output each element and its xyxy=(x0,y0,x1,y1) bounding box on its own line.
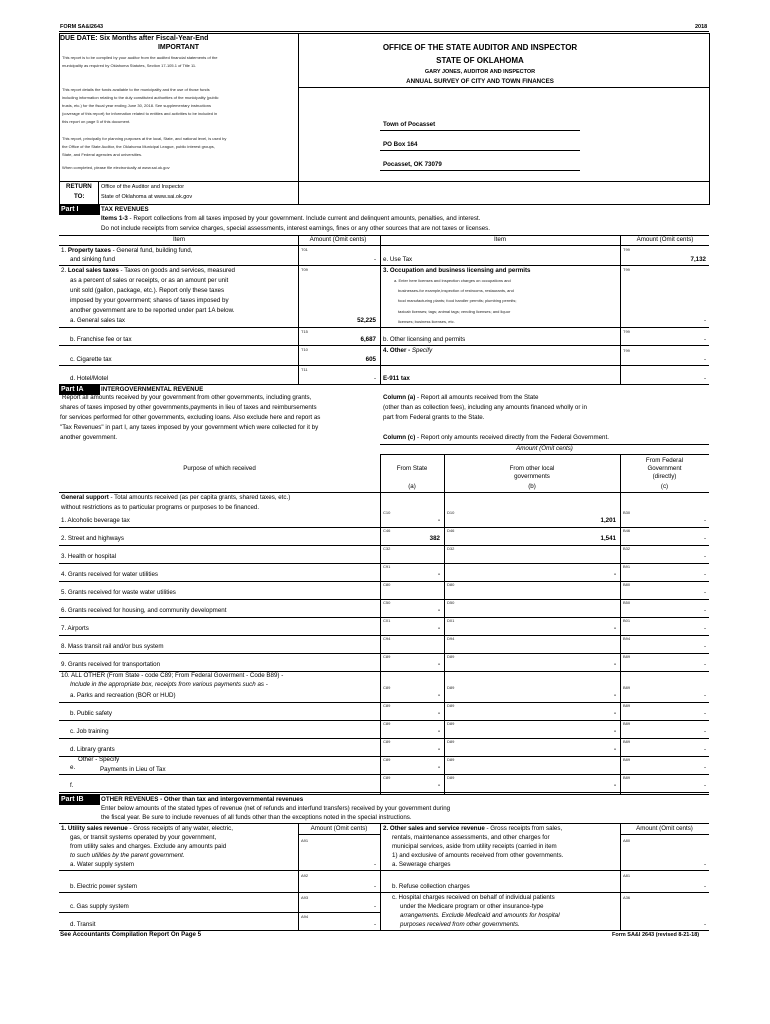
other-tax-value[interactable]: - xyxy=(703,356,706,363)
from-federal-value[interactable]: - xyxy=(703,661,706,668)
hospital-value[interactable]: - xyxy=(703,921,706,928)
amount-header-right: Amount (Omit cents) xyxy=(636,236,694,243)
return-to-label: TO: xyxy=(74,193,85,200)
row-code-b: D50 xyxy=(447,600,455,605)
file-electronically-link[interactable]: When completed, please file electronically at www.sai.ok.gov xyxy=(62,165,170,170)
code-other-licensing: T99 xyxy=(623,329,630,334)
row-code-a: C89 xyxy=(383,721,391,726)
row-code-c: B01 xyxy=(623,618,631,623)
form-id: FORM SA&I2643 xyxy=(60,24,104,30)
from-local-value[interactable]: - xyxy=(613,692,616,699)
item-header-right: Item xyxy=(493,236,507,243)
return-state: State of Oklahoma at www.sai.ok.gov xyxy=(101,194,193,200)
from-state-value[interactable]: - xyxy=(437,692,440,699)
from-local-value[interactable]: - xyxy=(613,746,616,753)
part1a-left-l2: shares of taxes imposed by other governments,payments in lieu of taxes and reimbursements xyxy=(60,404,317,411)
part1a-label: Part IA xyxy=(59,385,100,395)
other-licensing-value[interactable]: - xyxy=(703,336,706,343)
from-fed-header-1: From Federal xyxy=(645,457,684,464)
row-code-a: C80 xyxy=(383,582,391,587)
from-federal-value[interactable]: - xyxy=(703,782,706,789)
row-code-c: B89 xyxy=(623,654,631,659)
electric-label: b. Electric power system xyxy=(70,883,138,890)
occupation-line4: taxicab licenses; tags; animal tags; vending licenses; and liquor xyxy=(398,309,511,314)
code-a94: A94 xyxy=(301,914,309,919)
code-a80: A80 xyxy=(623,838,631,843)
intro-p3-l2: the Office of the State Auditor, the Oklahoma Municipal League, public interest groups, xyxy=(62,144,215,149)
from-fed-header-2: Government xyxy=(647,465,682,472)
from-state-value[interactable]: - xyxy=(437,728,440,735)
row-code-b: D32 xyxy=(447,546,455,551)
code-use-tax: T99 xyxy=(623,247,630,252)
row-code-c: B80 xyxy=(623,582,631,587)
from-federal-value[interactable]: - xyxy=(703,589,706,596)
purpose-header: Purpose of which received xyxy=(183,465,256,472)
row-code-a: C46 xyxy=(383,528,391,533)
footer-left: See Accountants Compilation Report On Page 5 xyxy=(60,931,202,938)
part1-exclusions: Do not include receipts from service charges, special assessments, interest earnings, fines or any other sources that are not taxes or licenses. xyxy=(101,225,490,232)
due-date: DUE DATE: Six Months after Fiscal-Year-End xyxy=(60,35,209,42)
code-a93: A93 xyxy=(301,895,309,900)
from-federal-value[interactable]: - xyxy=(703,535,706,542)
part1b-amount-header-right: Amount (Omit cents) xyxy=(636,825,693,832)
col-b-header: (b) xyxy=(528,483,536,490)
intro-p1-l2: municipality as required by Oklahoma Statutes, Section 17-105.1 of Title 11. xyxy=(62,63,197,68)
row-code-a: C89 xyxy=(383,739,391,744)
property-taxes-value[interactable]: - xyxy=(373,256,376,263)
intro-p2-l2: including information relating to the duly constituted authorities of the municipality (public xyxy=(62,95,219,100)
column-c-note: Column (c) - Report only amounts received directly from the Federal Government. xyxy=(383,434,609,441)
row-code-b: D80 xyxy=(447,582,455,587)
row-label: 5. Grants received for waste water utilities xyxy=(61,589,176,596)
sewer-label: a. Sewerage charges xyxy=(392,861,451,868)
property-taxes-label: 1. Property taxes - General fund, building fund, xyxy=(61,247,193,254)
from-federal-value[interactable]: - xyxy=(703,764,706,771)
row-code-c: B30 xyxy=(623,510,631,515)
e911-label: E-911 tax xyxy=(383,375,410,382)
local-sales-line3: imposed by your government; shares of taxes imposed by xyxy=(70,297,229,304)
intro-p2-l1: This report details the funds available to the municipality and the use of those funds xyxy=(62,87,210,92)
row-label: 3. Health or hospital xyxy=(61,553,117,560)
local-sales-line1: as a percent of sales or receipts, or as an amount per unit xyxy=(70,277,229,284)
from-fed-header-3: (directly) xyxy=(652,473,677,480)
transit-label: d. Transit xyxy=(70,921,96,928)
water-supply-label: a. Water supply system xyxy=(70,861,135,868)
from-state-value[interactable]: - xyxy=(437,782,440,789)
utility-sales-line3: from utility sales and charges. Exclude any amounts paid xyxy=(70,843,227,850)
office-state: STATE OF OKLAHOMA xyxy=(436,56,524,65)
from-state-value[interactable]: - xyxy=(437,625,440,632)
row-code-c: B89 xyxy=(623,703,631,708)
other-sales-line4: 1) and exclusive of amounts received from other governments. xyxy=(392,852,564,859)
other-sales-line3: municipal services, aside from utility receipts (carried in item xyxy=(392,843,557,850)
code-t09: T09 xyxy=(301,267,308,272)
return-office: Office of the Auditor and Inspector xyxy=(101,184,185,190)
row-code-b: D94 xyxy=(447,636,455,641)
part1b-title: OTHER REVENUES - Other than tax and intergovernmental revenues xyxy=(101,796,304,803)
row-code-b: D89 xyxy=(447,654,455,659)
utility-sales-line4: to such utilities by the parent government. xyxy=(70,852,185,859)
code-t11: T11 xyxy=(301,367,308,372)
intro-p2-l5: this report on page 5 of this document. xyxy=(62,119,131,124)
local-sales-line4: another government are to be reported under part 1A below. xyxy=(70,307,235,314)
row-label: b. Public safety xyxy=(70,710,112,717)
from-local-value[interactable]: - xyxy=(613,571,616,578)
survey-title: ANNUAL SURVEY OF CITY AND TOWN FINANCES xyxy=(406,78,554,85)
occupation-line1: a. Enter here licenses and inspection charges on occupations and xyxy=(394,278,511,283)
part1-title: TAX REVENUES xyxy=(101,206,149,213)
water-supply-value[interactable]: - xyxy=(373,861,376,868)
row-code-c: B46 xyxy=(623,528,631,533)
row-code-c: B89 xyxy=(623,775,631,780)
from-local-value[interactable]: 1,201 xyxy=(600,517,616,524)
row-code-a: C50 xyxy=(383,600,391,605)
office-title: OFFICE OF THE STATE AUDITOR AND INSPECTOR xyxy=(382,43,578,52)
row-code-b: D10 xyxy=(447,510,455,515)
occupation-line5: licenses; business licenses, etc. xyxy=(398,319,455,324)
hospital-label: c. Hospital charges received on behalf of individual patients xyxy=(392,894,555,901)
from-local-value[interactable]: - xyxy=(613,782,616,789)
row-code-a: C89 xyxy=(383,775,391,780)
row-code-b: D89 xyxy=(447,739,455,744)
part1a-amount-header: Amount (Omit cents) xyxy=(516,445,573,452)
part1b-amount-header-left: Amount (Omit cents) xyxy=(310,825,368,832)
from-federal-value[interactable]: - xyxy=(703,607,706,614)
row-code-a: C01 xyxy=(383,618,391,623)
from-state-value[interactable]: - xyxy=(437,710,440,717)
electric-value[interactable]: - xyxy=(373,883,376,890)
row-code-c: B89 xyxy=(623,739,631,744)
row-label: 6. Grants received for housing, and community development xyxy=(61,607,227,614)
intro-p3-l1: This report, principally for planning purposes at the local, State, and national level, is used by xyxy=(62,136,227,141)
from-local-value[interactable]: - xyxy=(613,661,616,668)
hospital-line3: arrangements. Exclude Medicaid and amounts for hospital xyxy=(400,912,560,919)
address-name: Town of Pocasset xyxy=(383,121,436,128)
part1b-line2: the fiscal year. Be sure to include revenues of all funds other than the exceptions noted in the special instructions. xyxy=(101,814,412,821)
column-a-line2: (other than as collection fees), including any amounts financed wholly or in xyxy=(383,404,587,411)
general-support-line2: without restrictions as to particular programs or purposes to be financed. xyxy=(61,504,260,511)
occupation-label: 3. Occupation and business licensing and permits xyxy=(383,267,531,274)
from-federal-value[interactable]: - xyxy=(703,746,706,753)
from-local-value[interactable]: 1,541 xyxy=(600,535,616,542)
general-sales-label: a. General sales tax xyxy=(70,317,126,324)
col-c-header: (c) xyxy=(660,483,669,490)
amount-header-left: Amount (Omit cents) xyxy=(309,236,367,243)
other-specify-label: Other - Specify xyxy=(78,756,120,763)
utility-sales-line2: gas, or transit systems operated by your government, xyxy=(70,834,217,841)
row-code-a: C89 xyxy=(383,757,391,762)
all-other-label: 10. ALL OTHER (From State - code C89; From Federal Goverment - Code B89) - xyxy=(61,672,284,679)
row-label: a. Parks and recreation (BOR or HUD) xyxy=(70,692,176,699)
row-code-c: B50 xyxy=(623,600,631,605)
general-sales-value[interactable]: 52,225 xyxy=(357,317,376,324)
part1-instructions: Items 1-3 - Report collections from all taxes imposed by your government. Include current and delinquent amounts, penalties, and interest. xyxy=(101,215,481,222)
important-label: IMPORTANT xyxy=(157,44,200,51)
use-tax-value[interactable]: 7,132 xyxy=(690,256,706,263)
part1b-line1: Enter below amounts of the stated types of revenue (net of refunds and interfund transfers) received by your government during xyxy=(101,805,451,812)
address-box: PO Box 164 xyxy=(383,141,418,148)
from-local-value[interactable]: - xyxy=(613,710,616,717)
row-code-c: B89 xyxy=(623,685,631,690)
from-federal-value[interactable]: - xyxy=(703,625,706,632)
return-label: RETURN xyxy=(66,183,92,190)
row-code-c: B91 xyxy=(623,564,631,569)
row-code-b: D89 xyxy=(447,685,455,690)
refuse-value[interactable]: - xyxy=(703,883,706,890)
other-sales-line2: rentals, maintenance assessments, and other charges for xyxy=(392,834,550,841)
from-state-value[interactable]: - xyxy=(437,517,440,524)
row-label: 2. Street and highways xyxy=(61,535,124,542)
row-code-c: B94 xyxy=(623,636,631,641)
code-a92: A92 xyxy=(301,873,309,878)
row-code-c: B89 xyxy=(623,721,631,726)
local-sales-line2: unit sold (gallon, package, etc.). Report only these taxes xyxy=(70,287,225,294)
gas-label: c. Gas supply system xyxy=(70,903,129,910)
from-state-value[interactable]: - xyxy=(437,607,440,614)
from-state-value[interactable]: - xyxy=(437,661,440,668)
code-t15: T15 xyxy=(301,329,308,334)
row-label: f. xyxy=(70,782,74,789)
utility-sales-label: 1. Utility sales revenue - Gross receipts of any water, electric, xyxy=(61,825,233,832)
occupation-value[interactable]: - xyxy=(703,317,706,324)
from-local-value[interactable]: - xyxy=(613,728,616,735)
code-t10: T10 xyxy=(301,347,308,352)
part1a-left-l5: another government. xyxy=(60,434,118,441)
sewer-value[interactable]: - xyxy=(703,861,706,868)
hotel-value[interactable]: - xyxy=(373,375,376,382)
occupation-line2: businesses-for example,inspection of restrooms, restaurants, and xyxy=(398,288,514,293)
from-federal-value[interactable]: - xyxy=(703,571,706,578)
intro-p1-l1: This report is to be compiled by your auditor from the audited financial statements of the xyxy=(62,55,218,60)
from-state-value[interactable]: - xyxy=(437,746,440,753)
cigarette-label: c. Cigarette tax xyxy=(70,356,112,363)
transit-value[interactable]: - xyxy=(373,921,376,928)
address-city: Pocasset, OK 73079 xyxy=(383,161,442,168)
refuse-label: b. Refuse collection charges xyxy=(392,883,470,890)
from-federal-value[interactable]: - xyxy=(703,710,706,717)
row-code-b: D89 xyxy=(447,775,455,780)
pilot-label: Payments in Lieu of Tax xyxy=(100,766,166,773)
hospital-line2: under the Medicare program or other insurance-type xyxy=(400,903,544,910)
from-state-value[interactable]: - xyxy=(437,571,440,578)
intro-p3-l3: State, and Federal agencies and universities. xyxy=(62,152,143,157)
gas-value[interactable]: - xyxy=(373,903,376,910)
row-code-a: C89 xyxy=(383,703,391,708)
use-tax-label: e. Use Tax xyxy=(383,256,413,263)
part1a-left-l4: "Tax Revenues" in part I, any taxes imposed by your government which were collected for it by xyxy=(60,424,319,431)
row-code-c: B32 xyxy=(623,546,631,551)
other-licensing-label: b. Other licensing and permits xyxy=(383,336,466,343)
part1-label: Part I xyxy=(59,205,100,215)
code-other-tax: T99 xyxy=(623,348,630,353)
from-federal-value[interactable]: - xyxy=(703,517,706,524)
column-a-note: Column (a) - Report all amounts received from the State xyxy=(383,394,539,401)
code-occupation: T99 xyxy=(623,267,630,272)
from-local-header-1: From other local xyxy=(509,465,555,472)
hotel-label: d. Hotel/Motel xyxy=(70,375,109,382)
col-a-header: (a) xyxy=(408,483,416,490)
row-code-b: D89 xyxy=(447,721,455,726)
code-a36: A36 xyxy=(623,895,631,900)
row-code-b: D46 xyxy=(447,528,455,533)
local-sales-label: 2. Local sales taxes - Taxes on goods and services, measured xyxy=(61,267,235,274)
row-code-b: D01 xyxy=(447,618,455,623)
from-federal-value[interactable]: - xyxy=(703,728,706,735)
part1a-left-l3: for services performed for other governments, excluding loans. Also exclude here and report as xyxy=(60,414,321,421)
row-label: 7. Airports xyxy=(61,625,89,632)
item-header-left: Item xyxy=(172,236,186,243)
row-label: d. Library grants xyxy=(70,746,115,753)
row-code-a: C10 xyxy=(383,510,391,515)
from-state-value[interactable]: 382 xyxy=(429,535,440,542)
franchise-value[interactable]: 6,687 xyxy=(360,336,376,343)
row-label: 4. Grants received for water utilities xyxy=(61,571,158,578)
general-support-label: General support - Total amounts received (as per capita grants, shared taxes, etc.) xyxy=(61,494,291,501)
part1b-label: Part IB xyxy=(59,795,100,805)
occupation-line3: food manufacturing plants; food handler permits; plumbing permits; xyxy=(398,298,517,303)
from-state-value[interactable]: - xyxy=(437,764,440,771)
property-taxes-line2: and sinking fund xyxy=(70,256,116,263)
row-code-a: C89 xyxy=(383,685,391,690)
intro-p2-l3: trusts, etc.) for the fiscal year ending June 30, 2018. See supplementary instructions xyxy=(62,103,211,108)
row-label: 9. Grants received for transportation xyxy=(61,661,161,668)
row-code-b: D89 xyxy=(447,703,455,708)
column-a-line3: part from Federal grants to the State. xyxy=(383,414,485,421)
row-label: e. xyxy=(70,764,76,771)
code-t01: T01 xyxy=(301,247,308,252)
row-label: c. Job training xyxy=(70,728,109,735)
row-code-a: C89 xyxy=(383,654,391,659)
from-federal-value[interactable]: - xyxy=(703,692,706,699)
code-a81: A81 xyxy=(623,873,631,878)
footer-right: Form SA&I 2643 (revised 8-21-18) xyxy=(612,932,700,938)
cigarette-value[interactable]: 605 xyxy=(365,356,376,363)
intro-p2-l4: (coverage of this report) for information related to entities and activities to be included in xyxy=(62,111,218,116)
from-state-header: From State xyxy=(396,465,428,472)
code-a91: A91 xyxy=(301,838,309,843)
part1a-title: INTERGOVERNMENTAL REVENUE xyxy=(101,386,204,393)
row-code-c: B89 xyxy=(623,757,631,762)
other-tax-label: 4. Other - Specify xyxy=(383,347,433,354)
row-code-a: C94 xyxy=(383,636,391,641)
row-label: 1. Alcoholic beverage tax xyxy=(61,517,130,524)
hospital-line4: purposes received from other governments. xyxy=(400,921,520,928)
from-federal-value[interactable]: - xyxy=(703,553,706,560)
franchise-label: b. Franchise fee or tax xyxy=(70,336,132,343)
from-local-header-2: governments xyxy=(514,473,550,480)
all-other-note: Include in the appropriate box, receipts from various payments such as - xyxy=(70,681,268,688)
row-code-a: C32 xyxy=(383,546,391,551)
from-federal-value[interactable]: - xyxy=(703,643,706,650)
row-code-a: C91 xyxy=(383,564,391,569)
from-local-value[interactable]: - xyxy=(613,625,616,632)
part1a-left-l1: Report all amounts received by your government from other governments, including grants, xyxy=(62,394,312,401)
form-year: 2018 xyxy=(695,24,708,30)
e911-value[interactable]: - xyxy=(703,375,706,382)
office-auditor: GARY JONES, AUDITOR AND INSPECTOR xyxy=(424,69,536,75)
row-label: 8. Mass transit rail and/or bus system xyxy=(61,643,164,650)
row-code-b: D89 xyxy=(447,757,455,762)
other-sales-label: 2. Other sales and service revenue - Gross receipts from sales, xyxy=(383,825,563,832)
